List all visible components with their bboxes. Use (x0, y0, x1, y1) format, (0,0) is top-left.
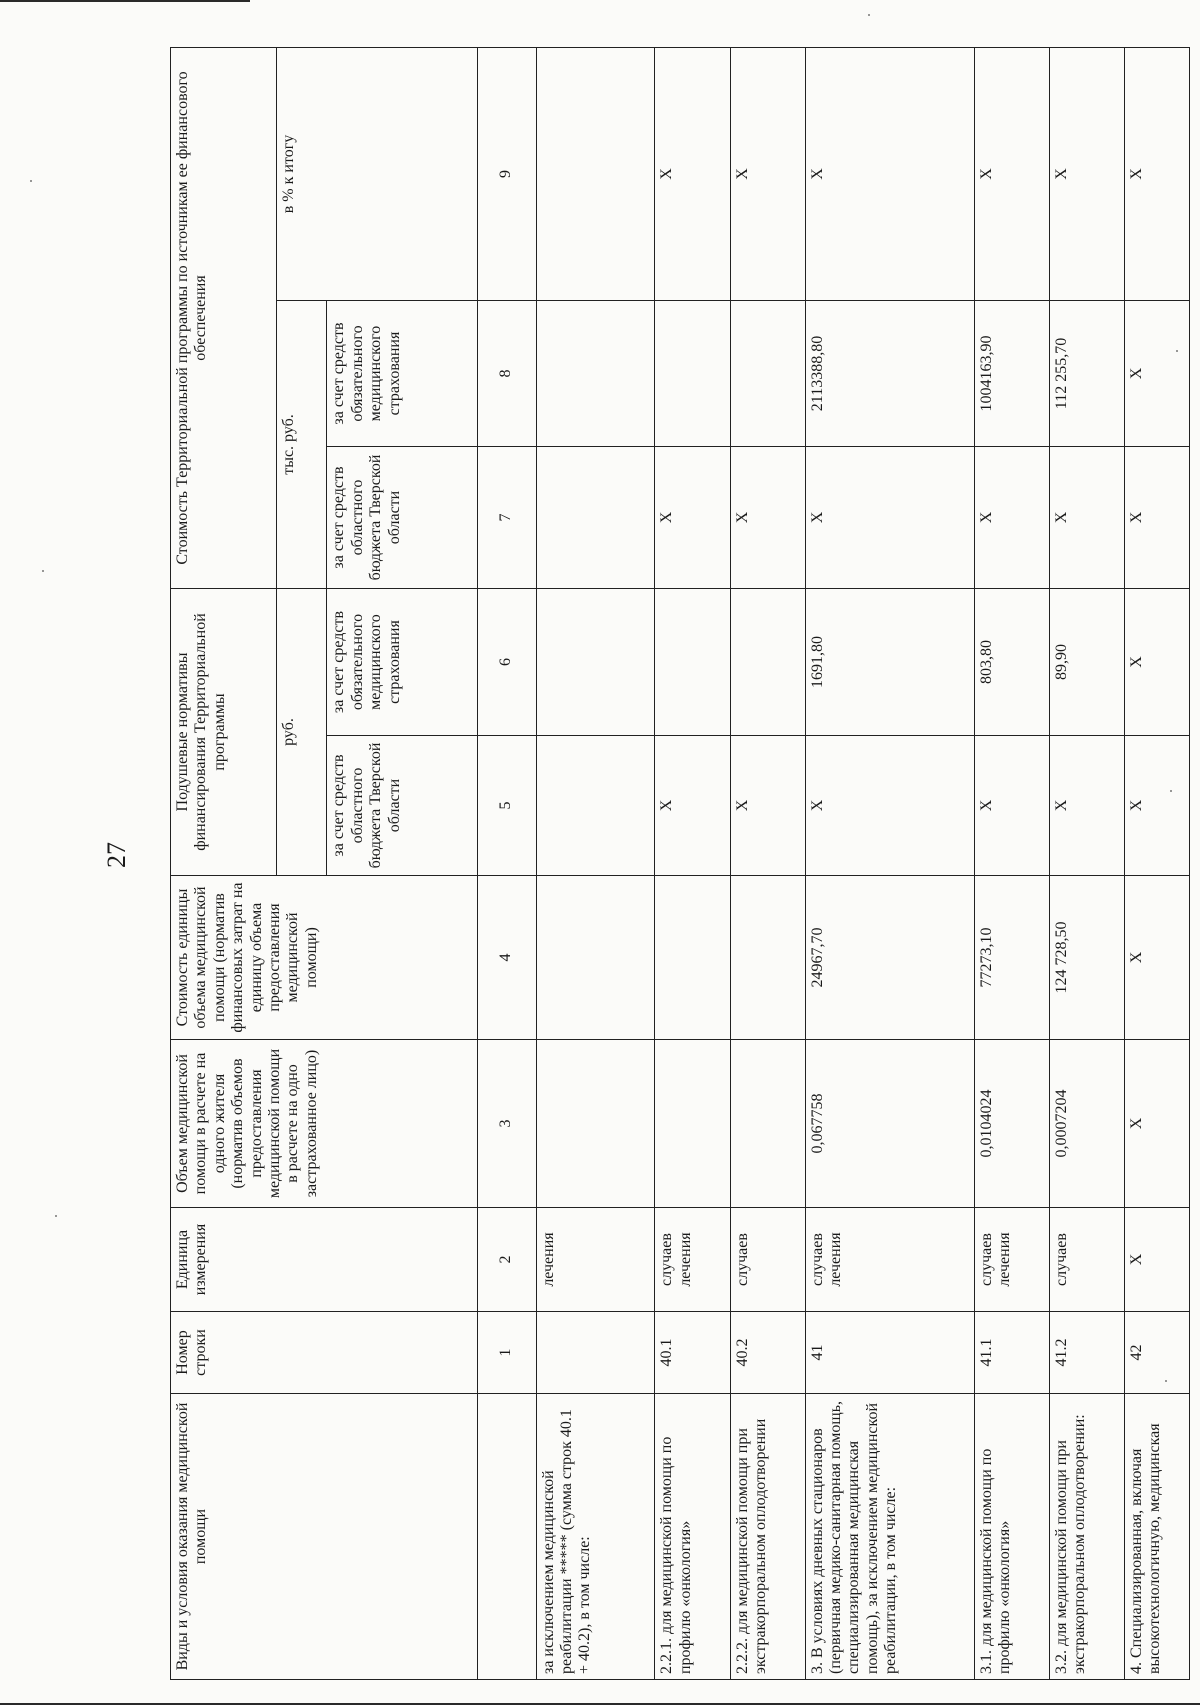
row-kind: 3. В условиях дневных стационаров (первичная медико-санитарная помощь, специализированная медицинская помощь), за исключением медицинской реабилитации, в том числе: (805, 1394, 974, 1680)
header-row-number: Номер строки (171, 1312, 478, 1394)
row-unit-cost: Х (1124, 876, 1189, 1040)
column-number (477, 1394, 536, 1680)
row-percent: Х (655, 47, 730, 300)
row-kind: 2.2.1. для медицинской помощи по профилю «онкология» (655, 1394, 730, 1680)
row-percent (536, 47, 655, 300)
column-number: 2 (477, 1208, 536, 1312)
row-per-capita-oms (655, 589, 730, 736)
header-cost-budget: за счет средств областного бюджета Тверской области (327, 447, 477, 589)
row-unit-cost: 77273,10 (974, 876, 1049, 1040)
row-volume: 0,067758 (805, 1040, 974, 1208)
table-row (805, 47, 974, 1679)
row-unit: лечения (536, 1208, 655, 1312)
row-kind: 3.1. для медицинской помощи по профилю «онкология» (974, 1394, 1049, 1680)
row-cost-budget (536, 447, 655, 589)
row-unit-cost: 124 728,50 (1049, 876, 1124, 1040)
row-volume: Х (1124, 1040, 1189, 1208)
row-per-capita-budget: Х (655, 736, 730, 876)
row-cost-budget: Х (974, 447, 1049, 589)
row-number: 41.2 (1049, 1312, 1124, 1394)
row-unit: Х (1124, 1208, 1189, 1312)
column-number: 4 (477, 876, 536, 1040)
row-cost-budget: Х (805, 447, 974, 589)
row-unit: случаев лечения (655, 1208, 730, 1312)
scan-speck (42, 570, 44, 572)
scan-speck (55, 1215, 57, 1217)
row-per-capita-oms: Х (1124, 589, 1189, 736)
row-percent: Х (805, 47, 974, 300)
row-unit: случаев лечения (974, 1208, 1049, 1312)
column-number: 7 (477, 447, 536, 589)
header-kind: Виды и условия оказания медицинской помощи (171, 1394, 478, 1680)
column-number: 1 (477, 1312, 536, 1394)
row-kind: за исключением медицинской реабилитации ***** (сумма строк 40.1 + 40.2), в том числе: (536, 1394, 655, 1680)
row-number: 40.1 (655, 1312, 730, 1394)
header-per-capita-unit: руб. (277, 589, 327, 876)
row-number: 41.1 (974, 1312, 1049, 1394)
row-unit-cost (730, 876, 805, 1040)
row-volume: 0,0007204 (1049, 1040, 1124, 1208)
header-percent: в % к итогу (277, 47, 477, 300)
row-number: 41 (805, 1312, 974, 1394)
column-number-row (477, 47, 536, 1679)
table-row (655, 47, 730, 1679)
header-cost-total: Стоимость Территориальной программы по источникам ее финансового обеспечения (171, 47, 277, 588)
row-unit: случаев (1049, 1208, 1124, 1312)
row-volume (536, 1040, 655, 1208)
row-unit-cost: 24967,70 (805, 876, 974, 1040)
row-cost-oms (536, 301, 655, 447)
row-cost-oms: 1004163,90 (974, 301, 1049, 447)
header-per-capita-oms: за счет средств обязательного медицинского страхования (327, 589, 477, 736)
row-percent: Х (730, 47, 805, 300)
row-per-capita-budget: Х (805, 736, 974, 876)
header-unit: Единица измерения (171, 1208, 478, 1312)
row-cost-budget: Х (655, 447, 730, 589)
column-number: 5 (477, 736, 536, 876)
header-unit-cost: Стоимость единицы объема медицинской помощи (норматив финансовых затрат на единицу объема предоставления медицинской помощи) (171, 876, 478, 1040)
row-cost-budget: Х (1049, 447, 1124, 589)
row-per-capita-oms: 1691,80 (805, 589, 974, 736)
row-per-capita-oms: 89,90 (1049, 589, 1124, 736)
row-percent: Х (974, 47, 1049, 300)
row-kind: 2.2.2. для медицинской помощи при экстракорпоральном оплодотворении (730, 1394, 805, 1680)
header-per-capita-budget: за счет средств областного бюджета Тверской области (327, 736, 477, 876)
row-kind: 4. Специализированная, включая высокотехнологичную, медицинская (1124, 1394, 1189, 1680)
row-number (536, 1312, 655, 1394)
rotated-table-wrapper (170, 48, 1190, 1680)
row-unit-cost (536, 876, 655, 1040)
column-number: 3 (477, 1040, 536, 1208)
row-per-capita-budget: Х (1049, 736, 1124, 876)
row-cost-oms (730, 301, 805, 447)
header-cost-oms: за счет средств обязательного медицинского страхования (327, 301, 477, 447)
row-cost-budget: Х (1124, 447, 1189, 589)
row-per-capita-oms (730, 589, 805, 736)
row-unit: случаев (730, 1208, 805, 1312)
row-number: 40.2 (730, 1312, 805, 1394)
header-cost-unit: тыс. руб. (277, 301, 327, 589)
row-cost-oms (655, 301, 730, 447)
row-unit-cost (655, 876, 730, 1040)
row-per-capita-oms (536, 589, 655, 736)
header-volume: Объем медицинской помощи в расчете на одного жителя (норматив объемов предоставления медицинской помощи в расчете на одно застрахованное лицо) (171, 1040, 478, 1208)
row-volume: 0,0104024 (974, 1040, 1049, 1208)
row-volume (655, 1040, 730, 1208)
column-number: 6 (477, 589, 536, 736)
scan-speck (868, 14, 870, 16)
column-number: 8 (477, 301, 536, 447)
row-number: 42 (1124, 1312, 1189, 1394)
row-per-capita-oms: 803,80 (974, 589, 1049, 736)
row-percent: Х (1124, 47, 1189, 300)
row-cost-oms: 112 255,70 (1049, 301, 1124, 447)
row-per-capita-budget: Х (730, 736, 805, 876)
page-number: 27 (102, 842, 131, 868)
row-per-capita-budget (536, 736, 655, 876)
scan-edge-top (0, 0, 250, 2)
column-number: 9 (477, 47, 536, 300)
financing-table (170, 47, 1190, 1680)
row-volume (730, 1040, 805, 1208)
row-unit: случаев лечения (805, 1208, 974, 1312)
row-kind: 3.2. для медицинской помощи при экстракорпоральном оплодотворении: (1049, 1394, 1124, 1680)
scan-speck (30, 180, 32, 182)
table-row (1124, 47, 1189, 1679)
header-per-capita: Подушевые нормативы финансирования Территориальной программы (171, 589, 277, 876)
table-row (730, 47, 805, 1679)
row-per-capita-budget: Х (1124, 736, 1189, 876)
row-percent: Х (1049, 47, 1124, 300)
row-cost-oms: 2113388,80 (805, 301, 974, 447)
row-per-capita-budget: Х (974, 736, 1049, 876)
row-cost-budget: Х (730, 447, 805, 589)
table-row (974, 47, 1049, 1679)
row-cost-oms: Х (1124, 301, 1189, 447)
table-row (1049, 47, 1124, 1679)
table-row (536, 47, 655, 1679)
